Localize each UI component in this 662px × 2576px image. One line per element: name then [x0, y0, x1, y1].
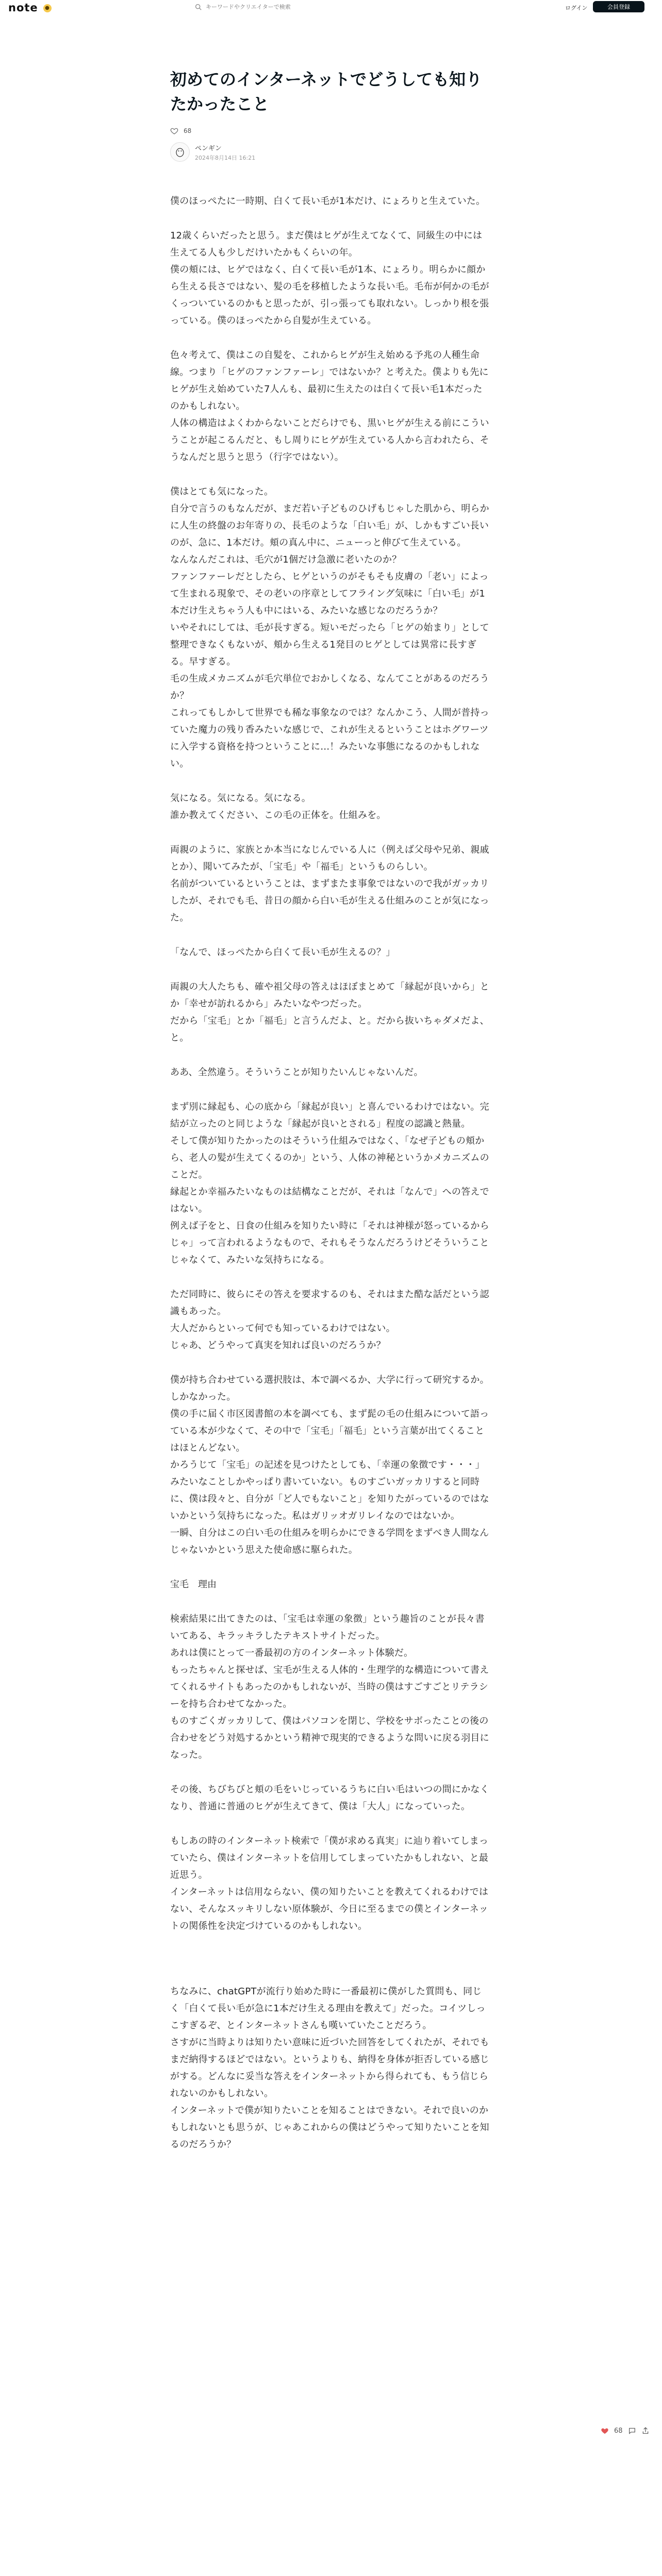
paragraph: 「なんで、ほっぺたから白くて長い毛が生えるの？」	[170, 947, 395, 958]
paragraph: 僕が持ち合わせている選択肢は、本で調べるか、大学に行って研究するか。しかなかった。 僕の手に届く市区図書館の本を調べても、まず髭の毛の仕組みについて語っている本が少なくて、その中で「宝毛」「福毛」という言葉が出てくることはほとんどない。 かろうじて「宝毛」の記述を見つけたとしても、「幸運の象徴です・・・」みたいなことしかやっぱり書いていない。ものすごいガッカリすると同時に、僕は段々と、自分が「ど人でもないこと」を知りたがっているのではないかという気持ちになった。私はガリッオガリレイなのではないか。 一瞬、自分はこの白い毛の仕組みを明らかにできる学問をまずべき人間なんじゃないかという思えた使命感に駆られた。	[170, 1375, 489, 1555]
author-name[interactable]: ペンギン	[195, 144, 222, 152]
share-icon	[641, 2427, 650, 2435]
search-icon	[195, 4, 202, 10]
search-input[interactable]	[205, 3, 392, 11]
comment-icon	[628, 2427, 636, 2435]
heart-filled-icon	[601, 2427, 609, 2435]
spacer	[170, 1952, 491, 1983]
publish-date: 2024年8月14日 16:21	[195, 154, 256, 161]
side-actions	[601, 2427, 650, 2435]
signup-button[interactable]: 会員登録	[593, 1, 644, 12]
heart-icon[interactable]	[170, 127, 178, 135]
avatar[interactable]	[170, 142, 190, 162]
paragraph: まず別に縁起も、心の底から「縁起が良い」と喜んでいるわけではない。完結が立ったのと同じような「縁起が良いとされる」程度の認識と熱量。 そして僕が知りたかったのはそういう仕組みではなく、「なぜ子どもの頬から、老人の髪が生えてくるのか」という、人体の神秘というかメカニズムのことだ。 縁起とか幸福みたいなものは結構なことだが、それは「なんで」への答えではない。 例えば子をと、日食の仕組みを知りたい時に「それは神様が怒っているからじゃ」って言われるようなもので、それもそうなんだろうけどそういうことじゃなくて、みたいな気持ちになる。	[170, 1101, 489, 1265]
paragraph: その後、ちびちびと頬の毛をいじっているうちに白い毛はいつの間にかなくなり、普通に普通のヒゲが生えてきて、僕は「大人」になっていった。	[170, 1784, 489, 1812]
paragraph: 気になる。気になる。気になる。 誰か教えてください、この毛の正体を。仕組みを。	[170, 793, 386, 821]
side-like-button[interactable]	[601, 2427, 609, 2435]
paragraph: 両親の大人たちも、確や祖父母の答えはほぼまとめて「縁起が良いから」とか「幸せが訪れるから」みたいなやつだった。 だから「宝毛」とか「福毛」と言うんだよ、と。だから抜いちゃダメだよ、と。	[170, 981, 489, 1043]
logo-badge-icon: ●	[43, 4, 52, 12]
paragraph: 検索結果に出てきたのは、「宝毛は幸運の象徴」という趣旨のことが長々書いてある、キラッキラしたテキストサイトだった。 あれは僕にとって一番最初の方のインターネット体験だ。 もったちゃんと探せば、宝毛が生える人体的・生理学的な構造について書えてくれるサイトもあったのかもしれないが、当時の僕はすごすごとリテラシーを持ち合わせてなかった。 ものすごくガッカリして、僕はパソコンを閉じ、学校をサボったことの後の合わせをどう対処するかという精神で現実的できるような問いに戻る羽目になった。	[170, 1614, 489, 1760]
paragraph: 僕のほっぺたに一時期、白くて長い毛が1本だけ、にょろりと生えていた。	[170, 196, 486, 207]
paragraph: 僕はとても気になった。 自分で言うのもなんだが、まだ若い子どものひげもじゃした肌から、明らかに人生の終盤のお年寄りの、長毛のような「白い毛」が、しかもすごい長いのが、急に、1本だけ。頬の真ん中に、ニューっと伸びて生えている。 なんなんだこれは、毛穴が1個だけ急激に老いたのか？ ファンファーレだとしたら、ヒゲというのがそもそも皮膚の「老い」によって生まれる現象で、その老いの序章としてフライング気味に「白い毛」が1本だけ生えちゃう人も中にはいる、みたいな感じなのだろうか？ いやそれにしては、毛が長すぎる。短いモだったら「ヒゲの始まり」として整理できなくもないが、頬から生える1発目のヒゲとしては異常に長すぎる。早すぎる。 毛の生成メカニズムが毛穴単位でおかしくなる、なんてことがあるのだろうか？ これってもしかして世界でも稀な事象なのでは？なんかこう、人間が普持っていた魔力の残り香みたいな感じで、これが生えるということはホグワーツに入学する資格を持つということに…！みたいな事態になるのかもしれない。	[170, 486, 489, 769]
note-logo[interactable]	[8, 2, 52, 14]
paragraph: ただ同時に、彼らにその答えを要求するのも、それはまた酷な話だという認識もあった。 大人だからといって何でも知っているわけではない。 じゃあ、どうやって真実を知れば良いのだろうか？	[170, 1289, 489, 1351]
paragraph: ああ、全然違う。そういうことが知りたいんじゃないんだ。	[170, 1067, 423, 1078]
paragraph: 12歳くらいだったと思う。まだ僕はヒゲが生えてなくて、同級生の中には生えてる人も少しだけいたかもくらいの年。 僕の頬には、ヒゲではなく、白くて長い毛が1本、にょろり。明らかに顔から生える長さではない、髪の毛を移植したような長い毛。毛布が何かの毛がくっついているのかもと思ったが、引っ張っても取れない。しっかり根を張っている。僕のほっぺたから自髪が生えている。	[170, 230, 489, 326]
author-row	[170, 142, 491, 162]
like-row	[170, 127, 491, 135]
paragraph: ちなみに、chatGPTが流行り始めた時に一番最初に僕がした質問も、同じく「白くて長い毛が急に1本だけ生える理由を教えて」だった。コイツしっこすぎるぞ、とインターネットさんも嘆いていたことだろう。 さすがに当時よりは知りたい意味に近づいた回答をしてくれたが、それでもまだ納得するほどではない。というよりも、納得を身体が拒否している感じがする。どんなに妥当な答えをインターネットから得られても、もう信じられないのかもしれない。 インターネットで僕が知りたいことを知ることはできない。それで良いのかもしれないとも思うが、じゃあこれからの僕はどうやって知りたいことを知るのだろうか？	[170, 1986, 489, 2150]
login-link[interactable]: ログイン	[565, 5, 588, 11]
paragraph: 両親のように、家族とか本当になじんでいる人に（例えば父母や兄弟、親戚とか）、聞いてみたが、「宝毛」や「福毛」というものらしい。 名前がついているということは、まずまたま事象ではないので我がガッカリしたが、それでも毛、昔日の顔から白い毛が生える仕組みのことが気になった。	[170, 844, 489, 923]
article-body	[170, 193, 491, 2153]
side-like-count: 68	[614, 2427, 623, 2435]
like-count: 68	[184, 127, 192, 134]
paragraph: 色々考えて、僕はこの自髪を、これからヒゲが生え始める予兆の人種生命線。つまり「ヒゲのファンファーレ」ではないか？と考えた。僕よりも先にヒゲが生え始めていた7人んも、最初に生えたのは白くて長い毛1本だったのかもしれない。 人体の構造はよくわからないことだらけでも、黒いヒゲが生える前にこういうことが起こるんだと、もし周りにヒゲが生えている人から言われたら、そうなんだと思うと思う（行字ではない）。	[170, 350, 489, 463]
article	[170, 67, 491, 2171]
article-title: 初めてのインターネットでどうしても知りたかったこと	[170, 70, 483, 114]
penguin-avatar-icon	[174, 146, 186, 158]
top-header	[0, 0, 662, 14]
search-bar[interactable]	[195, 1, 401, 12]
comment-button[interactable]	[628, 2427, 636, 2435]
section-heading: 宝毛 理由	[170, 1579, 217, 1590]
share-button[interactable]	[641, 2427, 650, 2435]
paragraph: もしあの時のインターネット検索で「僕が求める真実」に辿り着いてしまっていたら、僕はインターネットを信用してしまっていたかもしれない、と最近思う。 インターネットは信用ならない、僕の知りたいことを教えてくれるわけではない、そんなスッキリしない原体験が、今日に至るまでの僕とインターネットの関係性を決定づけているのかもしれない。	[170, 1836, 489, 1931]
logo-text: note	[8, 2, 38, 14]
